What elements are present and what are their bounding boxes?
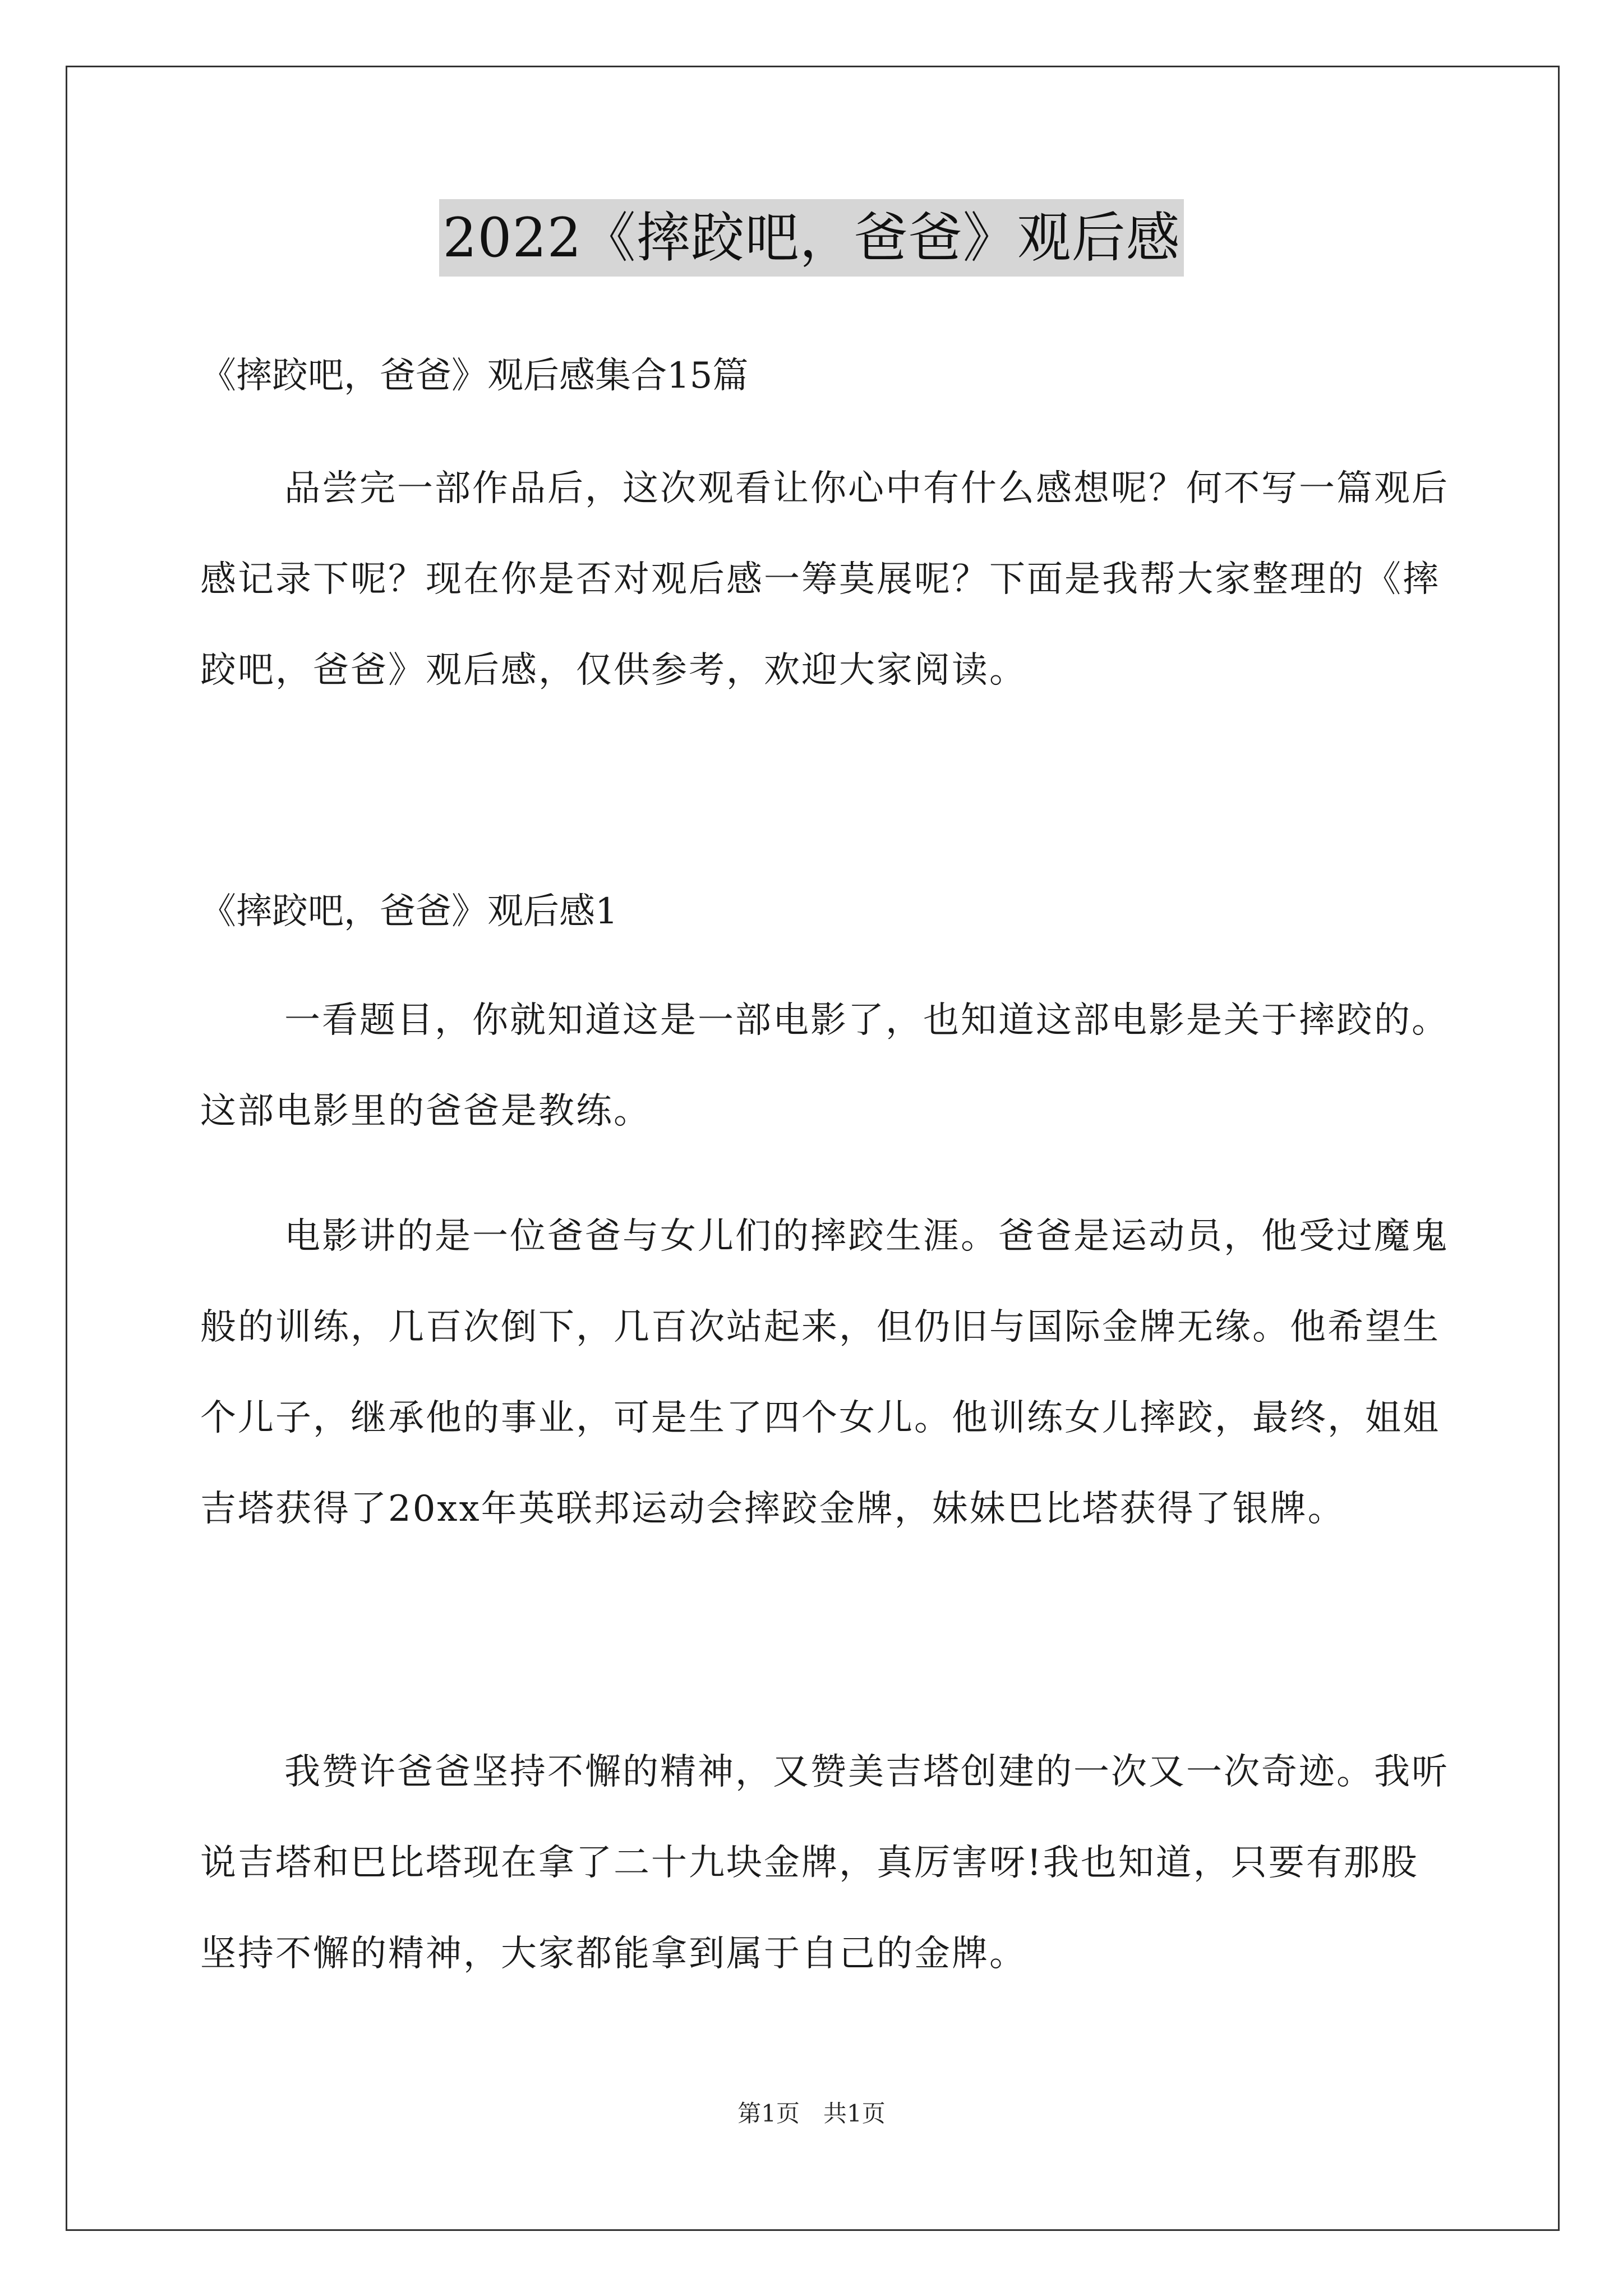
body-paragraph-1: 一看题目，你就知道这是一部电影了，也知道这部电影是关于摔跤的。这部电影里的爸爸是教练。 [200,1000,1449,1132]
body-paragraph-2: 电影讲的是一位爸爸与女儿们的摔跤生涯。爸爸是运动员，他受过魔鬼般的训练，几百次倒下，几百次站起来，但仍旧与国际金牌无缘。他希望生个儿子，继承他的事业，可是生了四个女儿。他训练女儿摔跤，最终，姐姐吉塔获得了20xx年英联邦运动会摔跤金牌，妹妹巴比塔获得了银牌。 [200,1216,1449,1530]
body-paragraph-3: 我赞许爸爸坚持不懈的精神，又赞美吉塔创建的一次又一次奇迹。我听说吉塔和巴比塔现在拿了二十九块金牌，真厉害呀!我也知道，只要有那股坚持不懈的精神，大家都能拿到属于自己的金牌。 [200,1751,1449,1975]
document-title: 2022《摔跤吧，爸爸》观后感 [439,199,1183,277]
intro-paragraph: 品尝完一部作品后，这次观看让你心中有什么感想呢？何不写一篇观后感记录下呢？现在你是否对观后感一筹莫展呢？下面是我帮大家整理的《摔跤吧，爸爸》观后感，仅供参考，欢迎大家阅读。 [200,468,1449,691]
collection-heading: 《摔跤吧，爸爸》观后感集合15篇 [200,355,749,397]
page-footer: 第1页 共1页 [737,2100,886,2127]
title-block [0,199,1623,277]
section-heading: 《摔跤吧，爸爸》观后感1 [200,891,618,932]
